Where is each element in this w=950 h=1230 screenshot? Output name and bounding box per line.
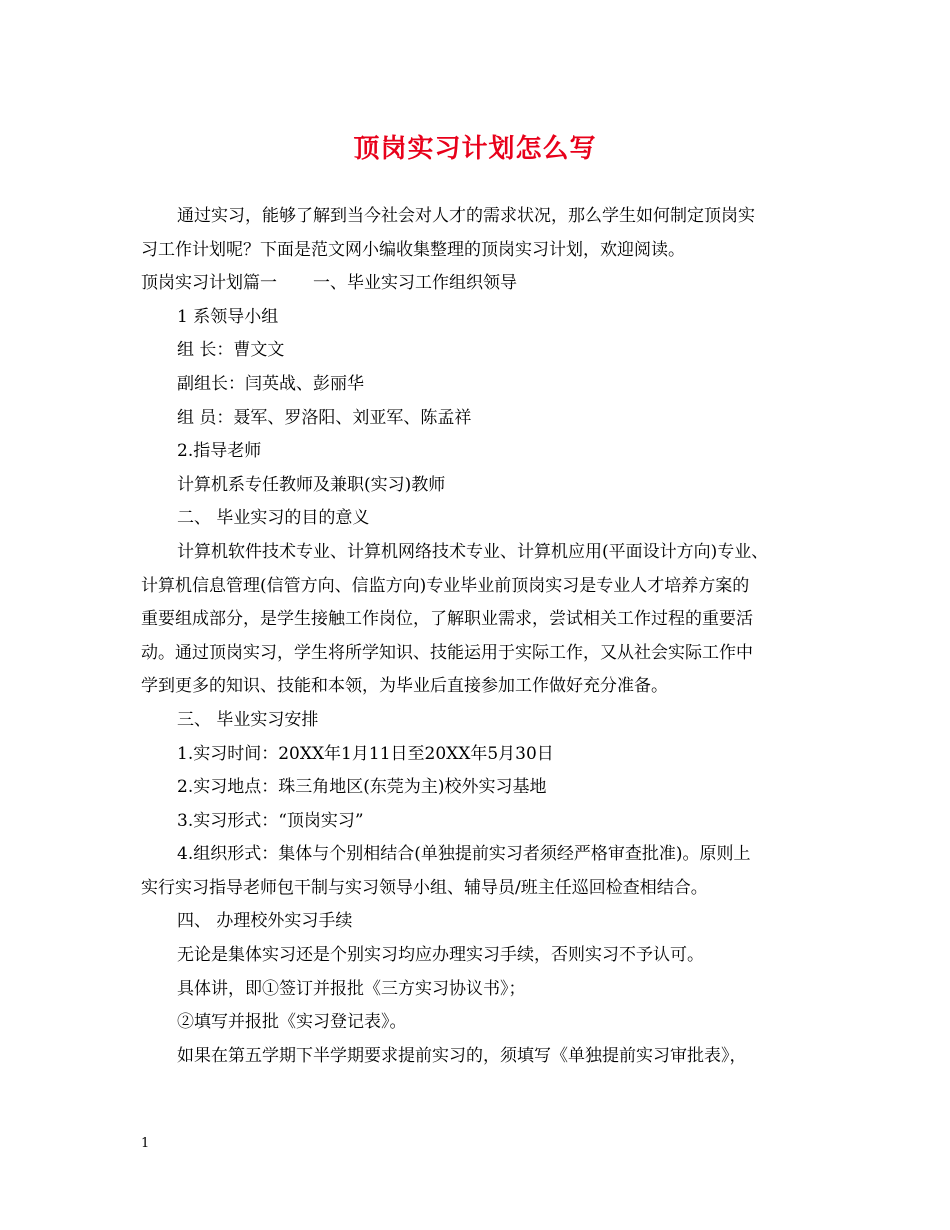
document-title: 顶岗实习计划怎么写 bbox=[353, 134, 597, 164]
heading-arrangement: 三、 毕业实习安排 bbox=[177, 709, 319, 730]
procedure-line-4: 如果在第五学期下半学期要求提前实习的，须填写《单独提前实习审批表》， bbox=[177, 1045, 747, 1066]
purpose-line-4: 动。通过顶岗实习，学生将所学知识、技能运用于实际工作，又从社会实际工作中 bbox=[141, 642, 753, 663]
leader-line: 组 长：曹文文 bbox=[177, 340, 285, 361]
purpose-line-1: 计算机软件技术专业、计算机网络技术专业、计算机应用(平面设计方向)专业、 bbox=[177, 541, 769, 562]
intro-line-1: 通过实习，能够了解到当今社会对人才的需求状况，那么学生如何制定顶岗实 bbox=[177, 206, 755, 226]
purpose-line-3: 重要组成部分，是学生接触工作岗位，了解职业需求，尝试相关工作过程的重要活 bbox=[141, 609, 753, 630]
leadership-group-item: 1 系领导小组 bbox=[177, 306, 279, 327]
section-heading: 一、毕业实习工作组织领导 bbox=[313, 273, 517, 294]
procedure-line-2: 具体讲，即①签订并报批《三方实习协议书》； bbox=[177, 978, 526, 999]
procedure-line-3: ②填写并报批《实习登记表》。 bbox=[177, 1012, 407, 1033]
heading-purpose: 二、 毕业实习的目的意义 bbox=[177, 508, 370, 529]
vice-leader-line: 副组长：闫英战、彭丽华 bbox=[177, 373, 364, 394]
arrangement-location: 2.实习地点：珠三角地区(东莞为主)校外实习基地 bbox=[177, 777, 547, 798]
arrangement-organization-2: 实行实习指导老师包干制与实习领导小组、辅导员/班主任巡回检查相结合。 bbox=[141, 877, 708, 898]
purpose-line-2: 计算机信息管理(信管方向、信监方向)专业毕业前顶岗实习是专业人才培养方案的 bbox=[141, 575, 750, 596]
procedure-line-1: 无论是集体实习还是个别实习均应办理实习手续，否则实习不予认可。 bbox=[177, 945, 704, 966]
section-label: 顶岗实习计划篇一 bbox=[141, 273, 277, 294]
intro-line-2: 习工作计划呢？下面是范文网小编收集整理的顶岗实习计划，欢迎阅读。 bbox=[141, 239, 685, 260]
section-line bbox=[141, 267, 841, 301]
document-body bbox=[141, 200, 841, 1073]
purpose-line-5: 学到更多的知识、技能和本领，为毕业后直接参加工作做好充分准备。 bbox=[141, 676, 668, 697]
advisor-item: 2.指导老师 bbox=[177, 441, 262, 462]
arrangement-organization-1: 4.组织形式：集体与个别相结合(单独提前实习者须经严格审查批准)。原则上 bbox=[177, 844, 751, 865]
heading-procedures: 四、 办理校外实习手续 bbox=[177, 911, 353, 932]
arrangement-time: 1.实习时间：20XX年1月11日至20XX年5月30日 bbox=[177, 743, 554, 764]
teachers-line: 计算机系专任教师及兼职(实习)教师 bbox=[177, 474, 446, 495]
page-number: 1 bbox=[141, 1136, 150, 1151]
members-line: 组 员：聂军、罗洛阳、刘亚军、陈孟祥 bbox=[177, 407, 472, 428]
arrangement-form: 3.实习形式：“顶岗实习” bbox=[177, 810, 364, 831]
